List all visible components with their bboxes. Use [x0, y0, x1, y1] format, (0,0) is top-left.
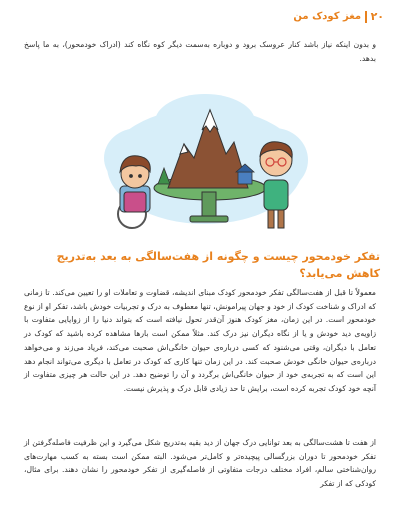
book-title: مغز کودک من	[293, 11, 362, 22]
section-heading: تفکر خودمحور چیست و چگونه از هفت‌سالگی به بعد به‌تدریج کاهش می‌یابد؟	[56, 250, 380, 280]
page-number: ۲۰	[370, 10, 384, 23]
illustration-mountain-experiment	[98, 88, 312, 236]
child-with-glasses	[260, 142, 292, 228]
child-in-wheelchair	[118, 156, 150, 228]
paragraph-3: از هفت تا هشت‌سالگی به بعد توانایی درک جهان از دید بقیه به‌تدریج شکل می‌گیرد و این ظرفیت فاصله‌گرفتن از تفکر خودمحور تا دوران بزرگسالی پیچیده‌تر و کامل‌تر می‌شود. البته ممکن است بسته به کسب مهارت‌های روان‌شناختی سالم، افراد مختلف درجات متفاوتی از فاصله‌گیری از تفکر خودمحور را نشان دهند. برای مثال، کودکی که از تفکر	[24, 438, 376, 489]
page-header	[293, 10, 384, 23]
paragraph-2: معمولاً تا قبل از هفت‌سالگی تفکر خودمحور کودک مبنای اندیشه، قضاوت و تعاملات او را تعیین می‌کند. تا زمانی که ادراک و شناخت کودک از خود و جهان پیرامونش، تنها معطوف به درک و تجربیات خودش باشد، تفکر او از نوع خودمحور است. در این زمان، مغز کودک هنوز آن‌قدر تحول نیافته است که بتواند دنیا را از زوایایی متفاوت با زاویه‌ی دید خودش و یا از نگاه دیگران نیز درک کند. مثلاً ممکن است بارها مشاهده کرده باشید که کودک در تعامل با دیگران، وقتی می‌شنود که کسی درباره‌ی حیوان خانگی‌اش صحبت می‌کند، فریاد می‌زند و می‌خواهد درباره‌ی حیوان خانگی خودش صحبت کند. در این زمان تنها کاری که کودک در تعامل با دیگری می‌تواند انجام دهد این است که به تجربه‌ی خود از حیوان خانگی‌اش برگردد و آن را توضیح دهد. در این حالت هر چیزی متفاوت از آنچه خود کودک تجربه کرده است، برایش تا حد زیادی قابل درک و پذیرش نیست.	[24, 288, 376, 393]
header-divider	[365, 11, 367, 23]
paragraph-1: و بدون اینکه نیاز باشد کنار عروسک برود و دوباره به‌سمت دیگر کوه نگاه کند (ادراک خودمحور)، به ما پاسخ بدهد.	[24, 40, 376, 63]
